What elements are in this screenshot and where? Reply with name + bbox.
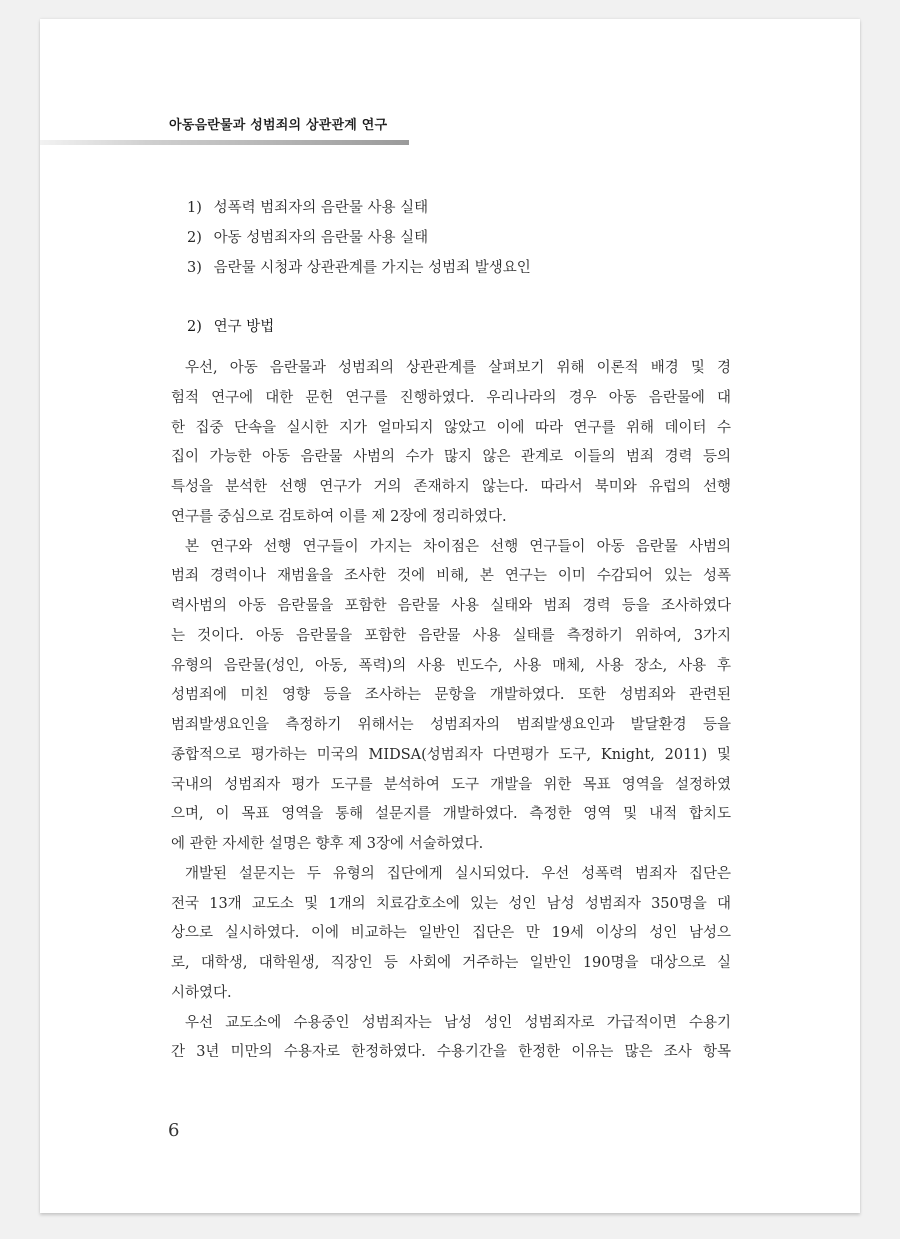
- text-line: 력사범의 아동 음란물을 포함한 음란물 사용 실태와 범죄 경력 등을 조사하였다: [171, 598, 731, 614]
- document-page: [40, 19, 860, 1213]
- text-line: 범죄발생요인을 측정하기 위해서는 성범죄자의 범죄발생요인과 발달환경 등을: [171, 717, 731, 733]
- text-line: 범죄 경력이나 재범율을 조사한 것에 비해, 본 연구는 이미 수감되어 있는 성폭: [171, 568, 731, 585]
- body-text: [171, 354, 731, 1068]
- text-line: 개발된 설문지는 두 유형의 집단에게 실시되었다. 우선 성폭력 범죄자 집단은: [185, 865, 731, 882]
- text-line: 상으로 실시하였다. 이에 비교하는 일반인 집단은 만 19세 이상의 성인 남성으: [171, 925, 731, 942]
- text-line: 성범죄에 미친 영향 등을 조사하는 문항을 개발하였다. 또한 성범죄와 관련된: [171, 687, 731, 704]
- text-line: 는 것이다. 아동 음란물을 포함한 음란물 사용 실태를 측정하기 위하여, 3가지: [171, 627, 731, 644]
- text-line: 우선 교도소에 수용중인 성범죄자는 남성 성인 성범죄자로 가급적이면 수용기: [185, 1014, 731, 1031]
- text-line: 로, 대학생, 대학원생, 직장인 등 사회에 거주하는 일반인 190명을 대상으로 실: [171, 955, 731, 971]
- text-line: 국내의 성범죄자 평가 도구를 분석하여 도구 개발을 위한 목표 영역을 설정하였: [171, 776, 732, 793]
- section-heading: [187, 315, 274, 336]
- list-item-number: 2): [187, 230, 202, 246]
- page-number: 6: [168, 1120, 180, 1141]
- text-line: 한 집중 단속을 실시한 지가 얼마되지 않았고 이에 따라 연구를 위해 데이터 수: [171, 419, 731, 436]
- list-item-number: 3): [187, 260, 202, 276]
- list-item-text: 아동 성범죄자의 음란물 사용 실태: [213, 230, 429, 246]
- running-head: 아동음란물과 성범죄의 상관관계 연구: [169, 118, 388, 133]
- list-item: [187, 223, 531, 253]
- text-line: 시하였다.: [171, 984, 232, 1001]
- text-line: 험적 연구에 대한 문헌 연구를 진행하였다. 우리나라의 경우 아동 음란물에 대: [171, 389, 731, 406]
- header-rule: [40, 140, 409, 145]
- section-title: 연구 방법: [213, 319, 275, 335]
- text-line: 간 3년 미만의 수용자로 한정하였다. 수용기간을 한정한 이유는 많은 조사 항목: [171, 1044, 731, 1061]
- text-line: 종합적으로 평가하는 미국의 MIDSA(성범죄자 다면평가 도구, Knight, 2011) 및: [171, 746, 731, 763]
- list-item-text: 음란물 시청과 상관관계를 가지는 성범죄 발생요인: [213, 260, 531, 276]
- list-item: [187, 253, 531, 283]
- text-line: 연구를 중심으로 검토하여 이를 제 2장에 정리하였다.: [171, 508, 507, 525]
- text-line: 본 연구와 선행 연구들이 가지는 차이점은 선행 연구들이 아동 음란물 사범의: [185, 538, 731, 555]
- text-line: 특성을 분석한 선행 연구가 거의 존재하지 않는다. 따라서 북미와 유럽의 선행: [171, 479, 731, 495]
- list-item: [187, 193, 531, 223]
- research-aims-list: [187, 193, 531, 283]
- section-number: 2): [187, 319, 202, 335]
- text-line: 전국 13개 교도소 및 1개의 치료감호소에 있는 성인 남성 성범죄자 350명을 대: [171, 895, 731, 912]
- text-line: 집이 가능한 아동 음란물 사범의 수가 많지 않은 관계로 이들의 범죄 경력 등의: [171, 449, 731, 466]
- list-item-number: 1): [187, 200, 202, 216]
- text-line: 우선, 아동 음란물과 성범죄의 상관관계를 살펴보기 위해 이론적 배경 및 경: [185, 360, 731, 376]
- text-line: 으며, 이 목표 영역을 통해 설문지를 개발하였다. 측정한 영역 및 내적 합치도: [171, 806, 731, 823]
- list-item-text: 성폭력 범죄자의 음란물 사용 실태: [213, 200, 429, 216]
- text-line: 에 관한 자세한 설명은 향후 제 3장에 서술하였다.: [171, 836, 484, 852]
- text-line: 유형의 음란물(성인, 아동, 폭력)의 사용 빈도수, 사용 매체, 사용 장소, 사용 후: [171, 657, 731, 674]
